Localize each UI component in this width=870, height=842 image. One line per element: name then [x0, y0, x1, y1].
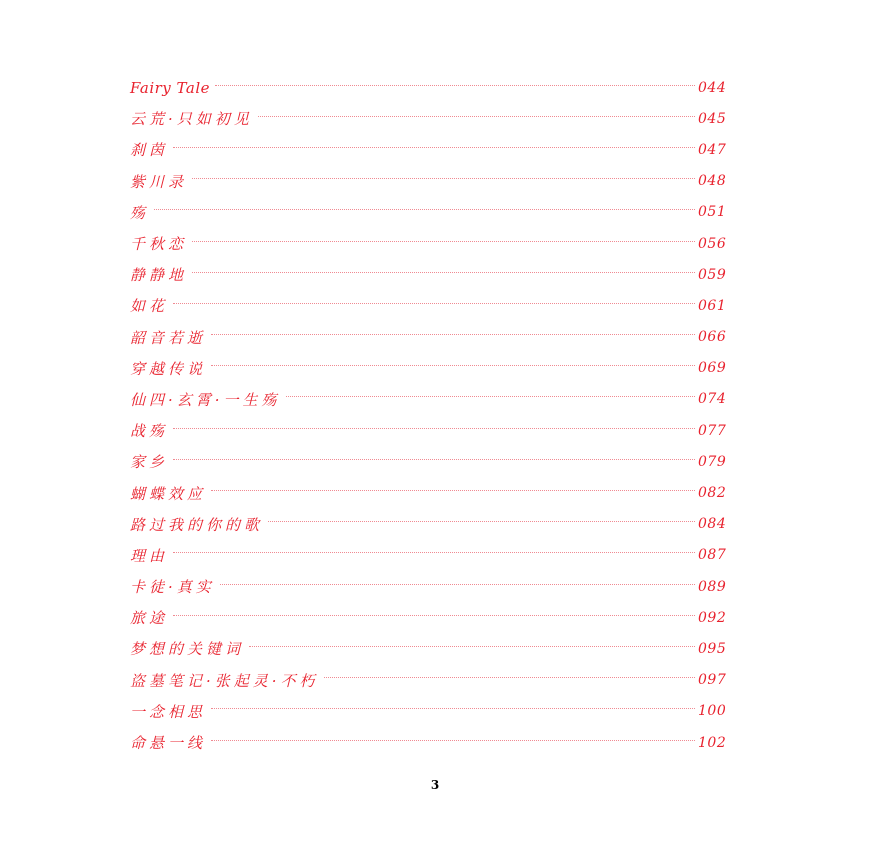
toc-entry-page: 079 [698, 453, 727, 470]
toc-entry-title: 战殇 [130, 422, 169, 441]
toc-entry-page: 100 [698, 703, 727, 720]
toc-entry-page: 077 [698, 422, 727, 439]
toc-entry-page: 097 [698, 672, 727, 689]
toc-dot-leader [154, 208, 695, 210]
toc-entry-page: 084 [698, 516, 727, 533]
toc-dot-leader [258, 115, 695, 117]
toc-entry-title: 云荒·只如初见 [130, 110, 253, 129]
toc-entry-page: 074 [698, 391, 727, 408]
toc-entry-title: 家乡 [130, 453, 169, 472]
toc-entry[interactable] [130, 384, 740, 415]
toc-entry[interactable] [130, 571, 740, 602]
toc-dot-leader [173, 146, 695, 148]
toc-dot-leader [211, 333, 695, 335]
toc-dot-leader [173, 458, 695, 460]
toc-dot-leader [324, 676, 695, 678]
toc-entry-page: 069 [698, 360, 727, 377]
toc-entry-page: 066 [698, 329, 727, 346]
toc-entry-title: 仙四·玄霄·一生殇 [130, 390, 281, 409]
toc-dot-leader [268, 520, 695, 522]
toc-entry-page: 092 [698, 609, 727, 626]
toc-entry-page: 045 [698, 110, 727, 127]
toc-entry[interactable] [130, 665, 740, 696]
toc-entry[interactable] [130, 228, 740, 259]
toc-entry[interactable] [130, 259, 740, 290]
toc-entry-title: 蝴蝶效应 [130, 484, 207, 503]
toc-entry[interactable] [130, 134, 740, 165]
toc-entry-page: 051 [698, 204, 727, 221]
toc-entry-page: 044 [698, 79, 727, 96]
toc-entry[interactable] [130, 322, 740, 353]
toc-dot-leader [211, 364, 695, 366]
toc-entry-page: 048 [698, 173, 727, 190]
toc-entry-title: 理由 [130, 546, 169, 565]
toc-entry-page: 087 [698, 547, 727, 564]
toc-dot-leader [286, 395, 695, 397]
toc-entry-title: 韶音若逝 [130, 328, 207, 347]
page-number: 3 [430, 778, 440, 792]
toc-entry-title: 命悬一线 [130, 734, 207, 753]
toc-entry[interactable] [130, 509, 740, 540]
toc-entry[interactable] [130, 633, 740, 664]
toc-entry[interactable] [130, 353, 740, 384]
toc-dot-leader [192, 240, 695, 242]
toc-dot-leader [215, 84, 695, 86]
toc-entry[interactable] [130, 446, 740, 477]
toc-dot-leader [173, 551, 695, 553]
toc-entry[interactable] [130, 696, 740, 727]
toc-dot-leader [173, 427, 695, 429]
toc-dot-leader [192, 271, 695, 273]
toc-entry[interactable] [130, 166, 740, 197]
toc-entry[interactable] [130, 602, 740, 633]
toc-dot-leader [220, 583, 695, 585]
toc-entry-title: 梦想的关键词 [130, 640, 245, 659]
toc-entry-page: 082 [698, 485, 727, 502]
toc-dot-leader [211, 739, 695, 741]
toc-entry-title: 卡徒·真实 [130, 578, 215, 597]
toc-entry-title: 路过我的你的歌 [130, 515, 264, 534]
toc-dot-leader [192, 177, 695, 179]
toc-entry-page: 056 [698, 235, 727, 252]
toc-entry-page: 102 [698, 734, 727, 751]
table-of-contents [130, 72, 740, 758]
toc-entry-title: 穿越传说 [130, 359, 207, 378]
toc-entry[interactable] [130, 727, 740, 758]
toc-dot-leader [211, 707, 695, 709]
toc-entry-title: Fairy Tale [130, 78, 210, 97]
toc-entry[interactable] [130, 72, 740, 103]
toc-entry-page: 095 [698, 640, 727, 657]
toc-entry[interactable] [130, 477, 740, 508]
toc-dot-leader [211, 489, 695, 491]
toc-entry[interactable] [130, 197, 740, 228]
toc-entry-title: 一念相思 [130, 702, 207, 721]
toc-entry-title: 紫川录 [130, 172, 188, 191]
toc-entry[interactable] [130, 290, 740, 321]
toc-entry[interactable] [130, 415, 740, 446]
toc-entry-title: 旅途 [130, 609, 169, 628]
toc-entry-page: 061 [698, 297, 727, 314]
toc-entry[interactable] [130, 540, 740, 571]
toc-entry-title: 千秋恋 [130, 235, 188, 254]
toc-entry-title: 殇 [130, 203, 150, 222]
toc-entry-page: 047 [698, 141, 727, 158]
toc-dot-leader [173, 302, 695, 304]
toc-dot-leader [173, 614, 695, 616]
toc-entry-page: 089 [698, 578, 727, 595]
toc-entry-title: 静静地 [130, 266, 188, 285]
toc-entry[interactable] [130, 103, 740, 134]
toc-entry-title: 盗墓笔记·张起灵·不朽 [130, 671, 319, 690]
toc-entry-page: 059 [698, 266, 727, 283]
toc-entry-title: 如花 [130, 297, 169, 316]
toc-dot-leader [249, 645, 695, 647]
toc-entry-title: 刹茵 [130, 141, 169, 160]
